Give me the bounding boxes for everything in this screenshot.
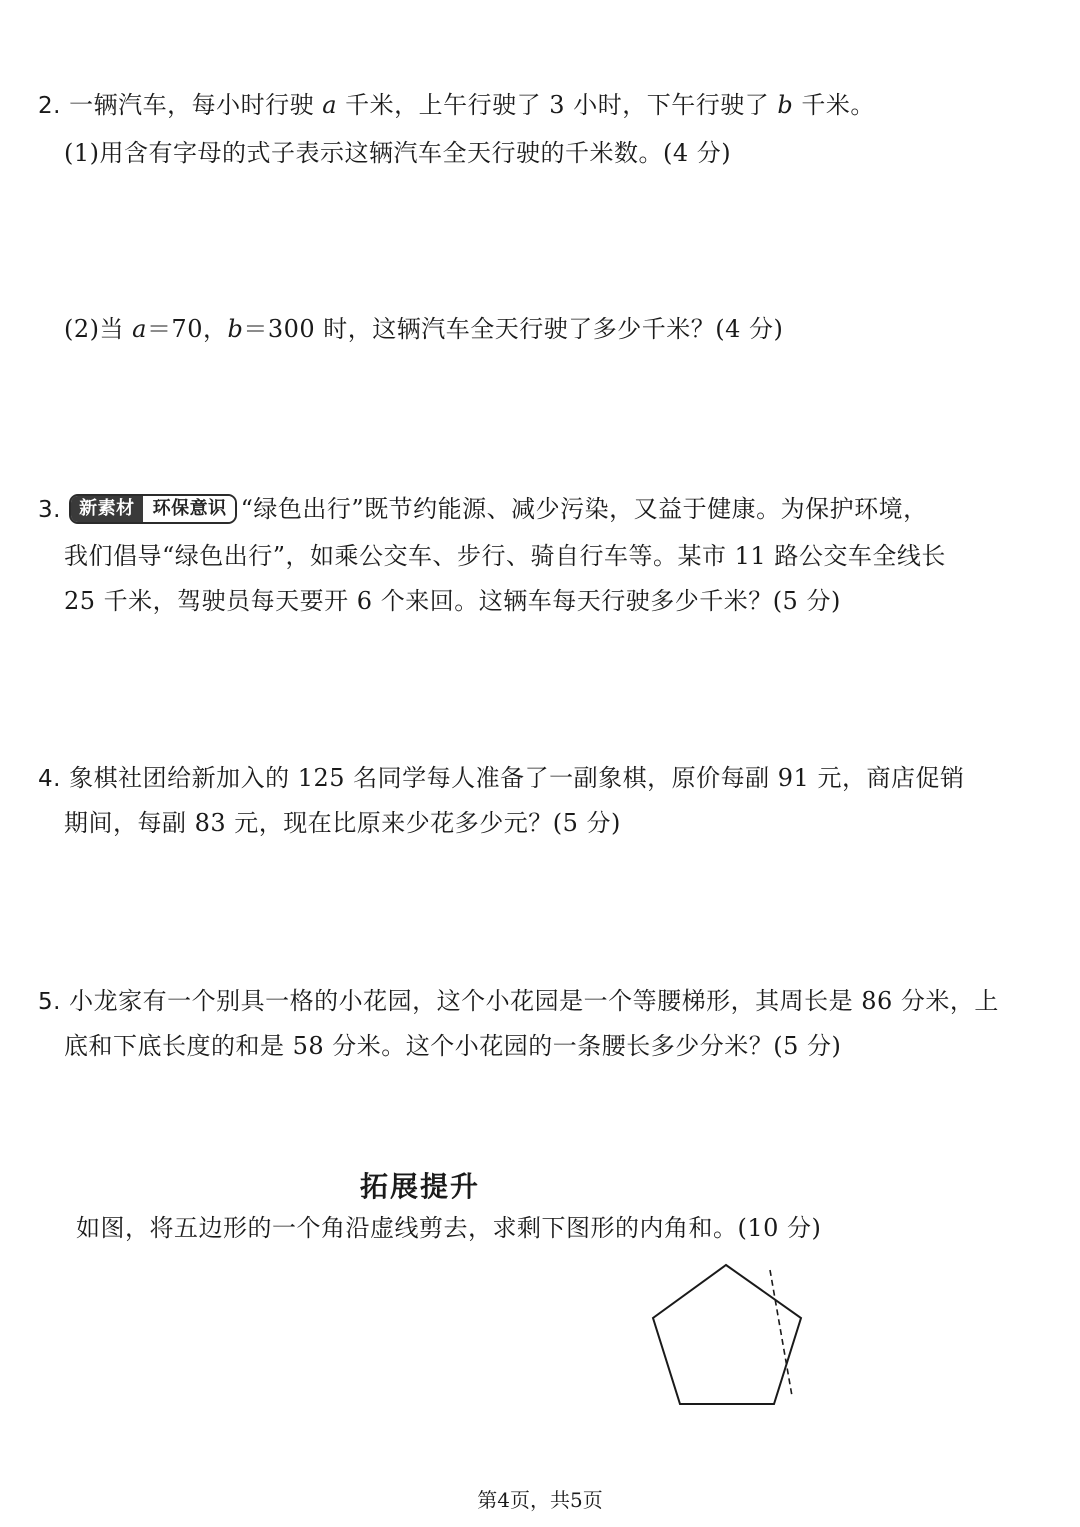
q2-number: 2. — [38, 93, 61, 119]
tag-new-material: 新素材 — [71, 496, 143, 522]
q2-sub2-text-a: (2)当 — [64, 315, 133, 343]
q2-var-a: a — [322, 91, 338, 119]
q4-line2: 期间，每副 83 元，现在比原来少花多少元？(5 分) — [64, 809, 621, 837]
section-title: 拓展提升 — [360, 1170, 481, 1203]
q3-number: 3. — [38, 497, 61, 523]
q5-text-1: 小龙家有一个别具一格的小花园，这个小花园是一个等腰梯形，其周长是 86 分米，上 — [69, 987, 999, 1015]
pentagon-figure — [640, 1260, 840, 1420]
q2-sub2-text-c: ＝300 时，这辆汽车全天行驶了多少千米？(4 分) — [243, 315, 784, 343]
q2-sub2-text-b: ＝70， — [146, 315, 228, 343]
q3-line2: 我们倡导“绿色出行”，如乘公交车、步行、骑自行车等。某市 11 路公交车全线长 — [64, 542, 946, 570]
q4-text-1: 象棋社团给新加入的 125 名同学每人准备了一副象棋，原价每副 91 元，商店促销 — [69, 764, 965, 792]
q4-number: 4. — [38, 766, 61, 792]
q3-text-1: “绿色出行”既节约能源、减少污染，又益于健康。为保护环境， — [240, 495, 928, 523]
q5-number: 5. — [38, 989, 61, 1015]
q2-sub2 — [64, 314, 783, 344]
q2-line1 — [38, 90, 875, 121]
q2-sub1: (1)用含有字母的式子表示这辆汽车全天行驶的千米数。(4 分) — [64, 139, 732, 167]
q2-text-c: 千米。 — [793, 91, 875, 119]
extension-question: 如图，将五边形的一个角沿虚线剪去，求剩下图形的内角和。(10 分) — [76, 1214, 822, 1242]
q2-text-b: 千米，上午行驶了 3 小时，下午行驶了 — [337, 91, 778, 119]
q2-sub2-var-a: a — [132, 315, 147, 343]
q3-tag — [69, 494, 237, 524]
page-footer: 第4页，共5页 — [477, 1488, 603, 1512]
q5-line1 — [38, 986, 999, 1017]
q3-line3: 25 千米，驾驶员每天要开 6 个来回。这辆车每天行驶多少千米？(5 分) — [64, 587, 841, 615]
q2-sub2-var-b: b — [227, 315, 244, 343]
q4-line1 — [38, 763, 964, 794]
tag-eco-awareness: 环保意识 — [143, 496, 235, 522]
pentagon-shape — [653, 1265, 801, 1404]
q3-line1 — [38, 494, 928, 526]
q2-var-b: b — [777, 91, 794, 119]
q2-text-a: 一辆汽车，每小时行驶 — [69, 91, 323, 119]
q5-line2: 底和下底长度的和是 58 分米。这个小花园的一条腰长多少分米？(5 分) — [64, 1032, 842, 1060]
cut-dashed-line — [770, 1270, 792, 1396]
